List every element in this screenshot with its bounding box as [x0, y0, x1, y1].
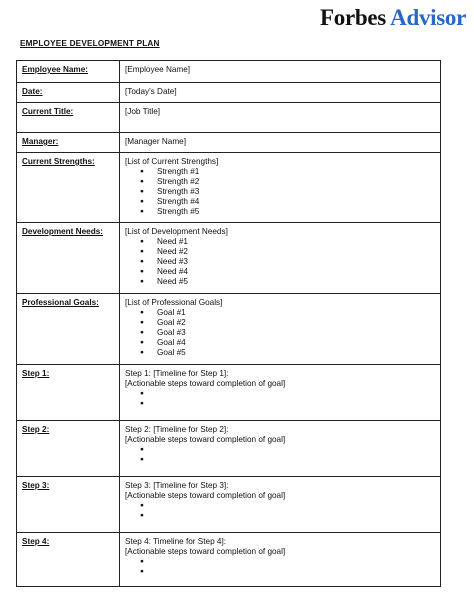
list-item: ● Goal #5 — [157, 348, 435, 358]
development-plan-table — [16, 60, 441, 587]
step-4-actions: [Actionable steps toward completion of goal] — [125, 547, 286, 556]
row-current-strengths — [17, 153, 441, 223]
list-item: ● Strength #1 — [157, 167, 435, 177]
empty-bullet — [157, 567, 435, 577]
current-strengths-label: Current Strengths: — [17, 153, 120, 223]
row-employee-name — [17, 61, 441, 83]
list-item: ● Goal #3 — [157, 328, 435, 338]
step-2-timeline: Step 2: [Timeline for Step 2]: — [125, 425, 229, 434]
empty-bullet — [157, 455, 435, 465]
goals-list — [125, 308, 435, 358]
step-4-cell[interactable] — [120, 533, 441, 587]
step-1-bullets — [125, 389, 435, 409]
empty-bullet — [157, 501, 435, 511]
empty-bullet — [157, 557, 435, 567]
professional-goals-label: Professional Goals: — [17, 294, 120, 365]
step-3-timeline: Step 3: [Timeline for Step 3]: — [125, 481, 229, 490]
list-item: ● Need #5 — [157, 277, 435, 287]
employee-name-value[interactable]: [Employee Name] — [120, 61, 441, 83]
current-title-value[interactable]: [Job Title] — [120, 103, 441, 133]
row-step-4 — [17, 533, 441, 587]
date-value[interactable]: [Today's Date] — [120, 83, 441, 103]
step-3-cell[interactable] — [120, 477, 441, 533]
step-1-actions: [Actionable steps toward completion of goal] — [125, 379, 286, 388]
step-3-bullets — [125, 501, 435, 521]
row-professional-goals — [17, 294, 441, 365]
step-2-actions: [Actionable steps toward completion of goal] — [125, 435, 286, 444]
step-3-label: Step 3: — [17, 477, 120, 533]
logo-advisor-text: Advisor — [390, 5, 466, 30]
date-label: Date: — [17, 83, 120, 103]
step-2-label: Step 2: — [17, 421, 120, 477]
step-2-cell[interactable] — [120, 421, 441, 477]
employee-name-label: Employee Name: — [17, 61, 120, 83]
row-date — [17, 83, 441, 103]
row-development-needs — [17, 223, 441, 294]
empty-bullet — [157, 445, 435, 455]
manager-label: Manager: — [17, 133, 120, 153]
step-1-timeline: Step 1: [Timeline for Step 1]: — [125, 369, 229, 378]
professional-goals-cell[interactable] — [120, 294, 441, 365]
row-current-title — [17, 103, 441, 133]
empty-bullet — [157, 511, 435, 521]
document-title: EMPLOYEE DEVELOPMENT PLAN — [20, 39, 160, 48]
needs-list — [125, 237, 435, 287]
step-2-bullets — [125, 445, 435, 465]
list-item: ● Need #1 — [157, 237, 435, 247]
step-4-timeline: Step 4: Timeline for Step 4]: — [125, 537, 227, 546]
development-needs-label: Development Needs: — [17, 223, 120, 294]
logo-forbes-text: Forbes — [320, 5, 386, 30]
row-manager — [17, 133, 441, 153]
list-item: ● Strength #5 — [157, 207, 435, 217]
development-needs-cell[interactable] — [120, 223, 441, 294]
current-strengths-intro: [List of Current Strengths] — [125, 157, 219, 166]
manager-value[interactable]: [Manager Name] — [120, 133, 441, 153]
list-item: ● Goal #4 — [157, 338, 435, 348]
list-item: ● Need #2 — [157, 247, 435, 257]
current-title-label: Current Title: — [17, 103, 120, 133]
list-item: ● Need #3 — [157, 257, 435, 267]
row-step-2 — [17, 421, 441, 477]
forbes-advisor-logo — [320, 5, 466, 31]
current-strengths-cell[interactable] — [120, 153, 441, 223]
empty-bullet — [157, 389, 435, 399]
list-item: ● Goal #2 — [157, 318, 435, 328]
list-item: ● Goal #1 — [157, 308, 435, 318]
row-step-3 — [17, 477, 441, 533]
list-item: ● Need #4 — [157, 267, 435, 277]
step-1-cell[interactable] — [120, 365, 441, 421]
empty-bullet — [157, 399, 435, 409]
list-item: ● Strength #4 — [157, 197, 435, 207]
strengths-list — [125, 167, 435, 217]
professional-goals-intro: [List of Professional Goals] — [125, 298, 223, 307]
row-step-1 — [17, 365, 441, 421]
development-needs-intro: [List of Development Needs] — [125, 227, 228, 236]
list-item: ● Strength #3 — [157, 187, 435, 197]
step-3-actions: [Actionable steps toward completion of goal] — [125, 491, 286, 500]
step-4-bullets — [125, 557, 435, 577]
step-1-label: Step 1: — [17, 365, 120, 421]
step-4-label: Step 4: — [17, 533, 120, 587]
list-item: ● Strength #2 — [157, 177, 435, 187]
